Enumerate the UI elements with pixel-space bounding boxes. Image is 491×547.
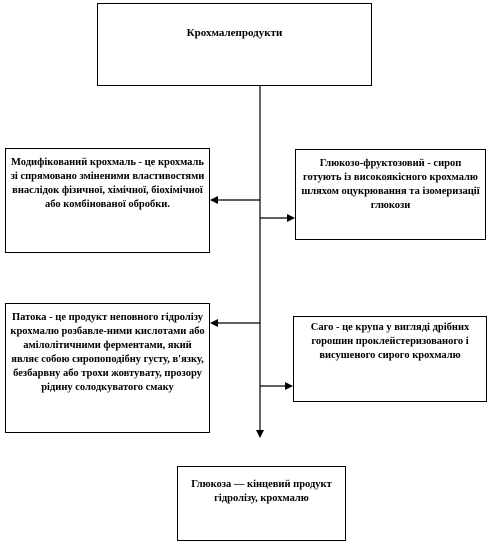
top-box-text: Крохмалепродукти	[186, 27, 283, 39]
glucose-fructose-syrup-text: Глюкозо-фруктозовий - сироп готують із високоякісного крохмалю шляхом оцукрювання та ізомеризації глюкози	[301, 158, 480, 211]
sago-text: Саго - це крупа у вигляді дрібних горошин проклейстеризованого і висушеного сирого крохмалю	[310, 322, 470, 361]
glucose-text: Глюкоза — кінцевий продукт гідролізу, крохмалю	[191, 479, 332, 504]
molasses-text: Патока - це продукт неповного гідролізу крохмалю розбавле-ними кислотами або амілолітичними ферментами, який являє собою сиропоподібну густу, в'язку, безбарвну або трохи жовтувату, прозору рідину солодкуватого смаку	[10, 312, 205, 393]
modified-starch-text: Модифікований крохмаль - це крохмаль зі спрямовано зміненими властивостями внаслідок фізичної, хімічної, біохімічної або комбінованої обробки.	[10, 157, 205, 210]
